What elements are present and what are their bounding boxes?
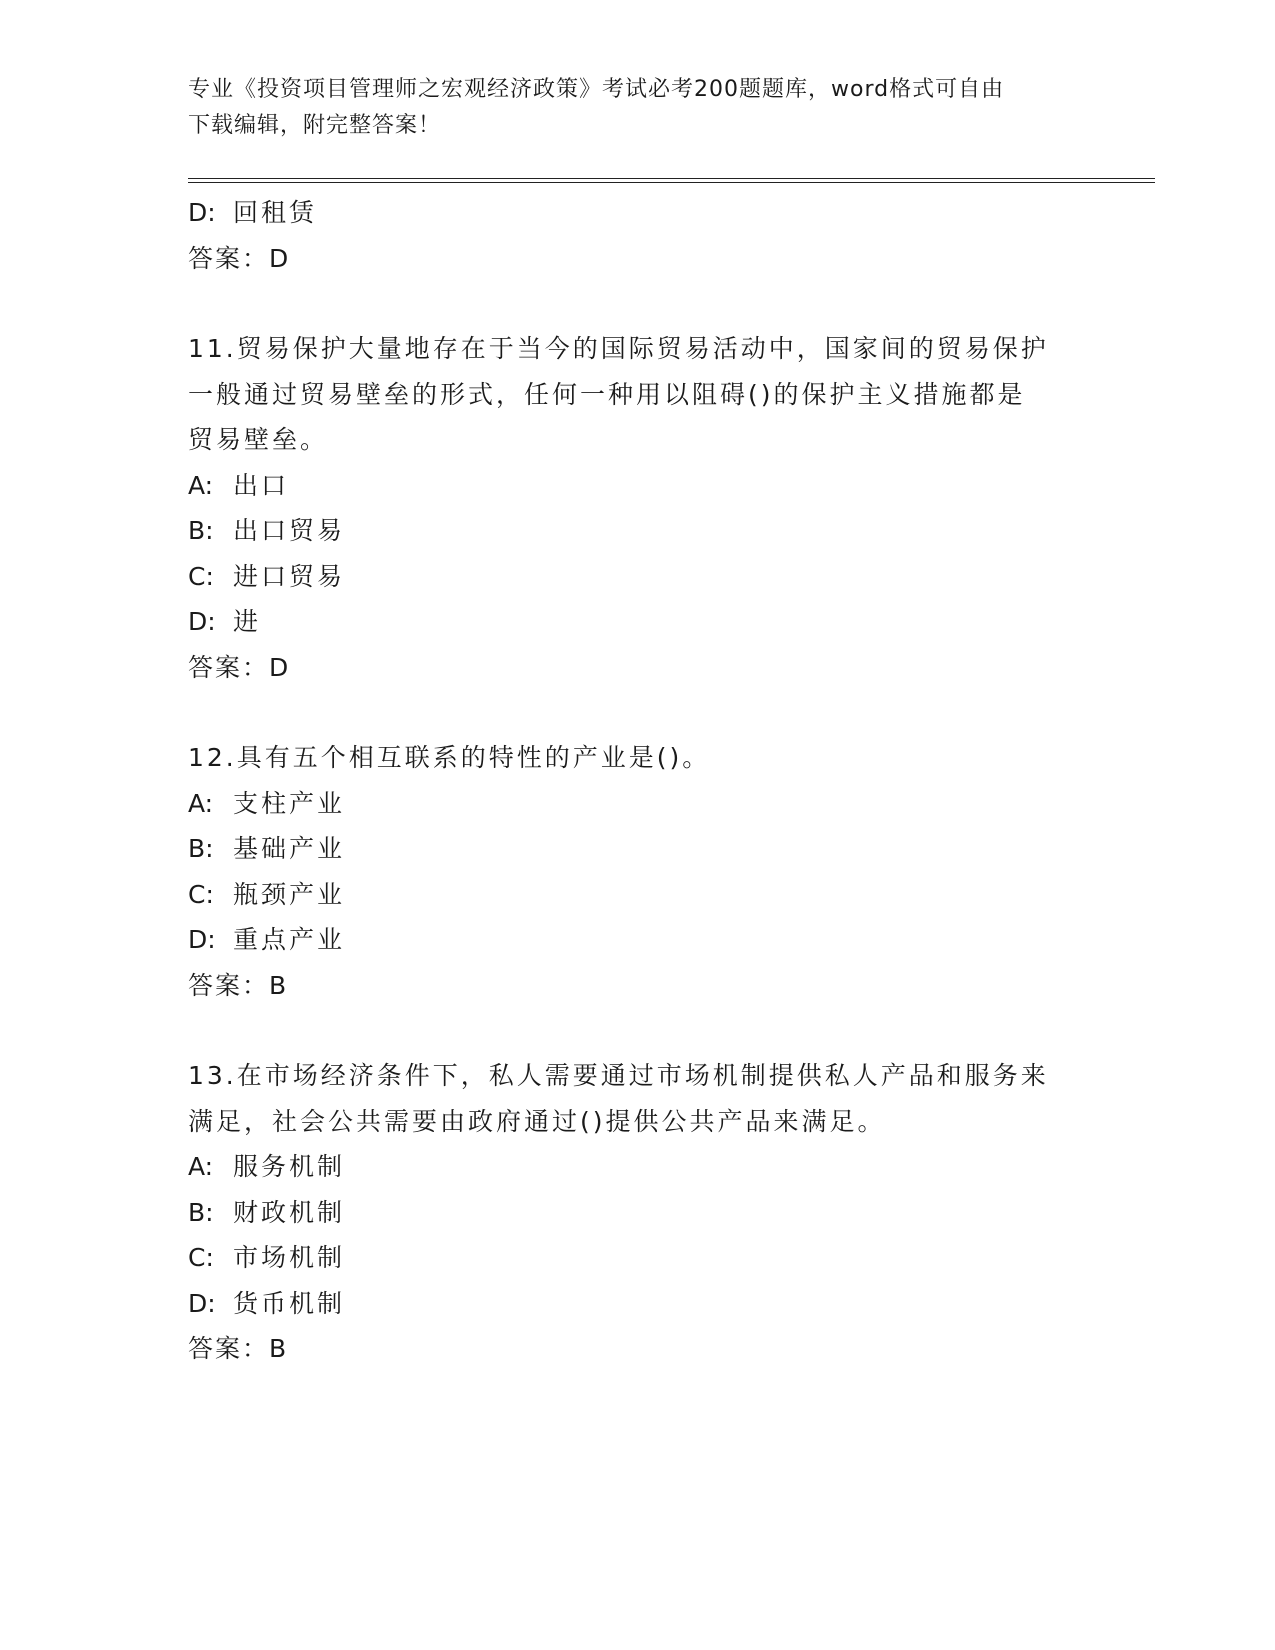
option-b xyxy=(188,508,1088,554)
option-label: A: xyxy=(188,470,214,500)
option-c xyxy=(188,1235,1088,1281)
option-a xyxy=(188,781,1088,827)
option-b xyxy=(188,826,1088,872)
option-a xyxy=(188,1144,1088,1190)
option-text: 市场机制 xyxy=(233,1243,346,1272)
option-text: 财政机制 xyxy=(233,1197,346,1227)
page-header xyxy=(188,72,1068,144)
option-text: 基础产业 xyxy=(233,834,346,863)
option-text: 服务机制 xyxy=(233,1152,346,1181)
option-d xyxy=(188,599,1088,645)
option-label: A: xyxy=(188,788,214,818)
option-d xyxy=(188,917,1088,963)
header-line-1: 专业《投资项目管理师之宏观经济政策》考试必考200题题库，word格式可自由 xyxy=(188,77,1005,102)
option-a xyxy=(188,463,1088,509)
option-label: A: xyxy=(188,1152,214,1181)
option-text: 出口 xyxy=(233,470,290,500)
question-stem-line: 贸易壁垒。 xyxy=(188,425,329,454)
option-d xyxy=(188,1281,1088,1327)
option-d xyxy=(188,190,1088,236)
question-13 xyxy=(188,1053,1088,1372)
option-text: 进 xyxy=(233,607,262,636)
option-label: D: xyxy=(188,607,216,636)
option-label: C: xyxy=(188,561,214,591)
header-divider xyxy=(188,178,1155,183)
option-text: 重点产业 xyxy=(233,925,346,954)
answer-line: 答案：D xyxy=(188,652,291,682)
option-label: C: xyxy=(188,879,214,909)
option-b xyxy=(188,1190,1088,1236)
option-c xyxy=(188,554,1088,600)
answer-line: 答案：B xyxy=(188,1334,289,1363)
option-label: D: xyxy=(188,198,216,227)
option-label: B: xyxy=(188,834,214,863)
option-text: 货币机制 xyxy=(233,1288,346,1318)
option-label: D: xyxy=(188,1288,216,1318)
option-label: D: xyxy=(188,925,216,954)
question-12 xyxy=(188,735,1088,1008)
option-text: 出口贸易 xyxy=(233,516,346,545)
question-content xyxy=(188,190,1088,1372)
option-label: B: xyxy=(188,1197,214,1227)
header-line-2: 下载编辑，附完整答案！ xyxy=(188,113,442,138)
question-stem-line: 11.贸易保护大量地存在于当今的国际贸易活动中，国家间的贸易保护 xyxy=(188,334,1049,363)
question-stem-line: 满足，社会公共需要由政府通过()提供公共产品来满足。 xyxy=(188,1106,886,1136)
option-text: 支柱产业 xyxy=(233,788,346,818)
answer-line: 答案：B xyxy=(188,970,289,1000)
option-label: B: xyxy=(188,516,214,545)
option-text: 回租赁 xyxy=(233,198,318,227)
option-c xyxy=(188,872,1088,918)
option-text: 进口贸易 xyxy=(233,561,346,591)
question-11 xyxy=(188,326,1088,690)
previous-question-tail xyxy=(188,190,1088,281)
answer-line: 答案：D xyxy=(188,243,291,273)
option-text: 瓶颈产业 xyxy=(233,879,346,909)
question-stem-line: 12.具有五个相互联系的特性的产业是()。 xyxy=(188,743,711,772)
option-label: C: xyxy=(188,1243,214,1272)
question-stem-line: 13.在市场经济条件下，私人需要通过市场机制提供私人产品和服务来 xyxy=(188,1061,1049,1090)
question-stem-line: 一般通过贸易壁垒的形式，任何一种用以阻碍()的保护主义措施都是 xyxy=(188,379,1026,409)
